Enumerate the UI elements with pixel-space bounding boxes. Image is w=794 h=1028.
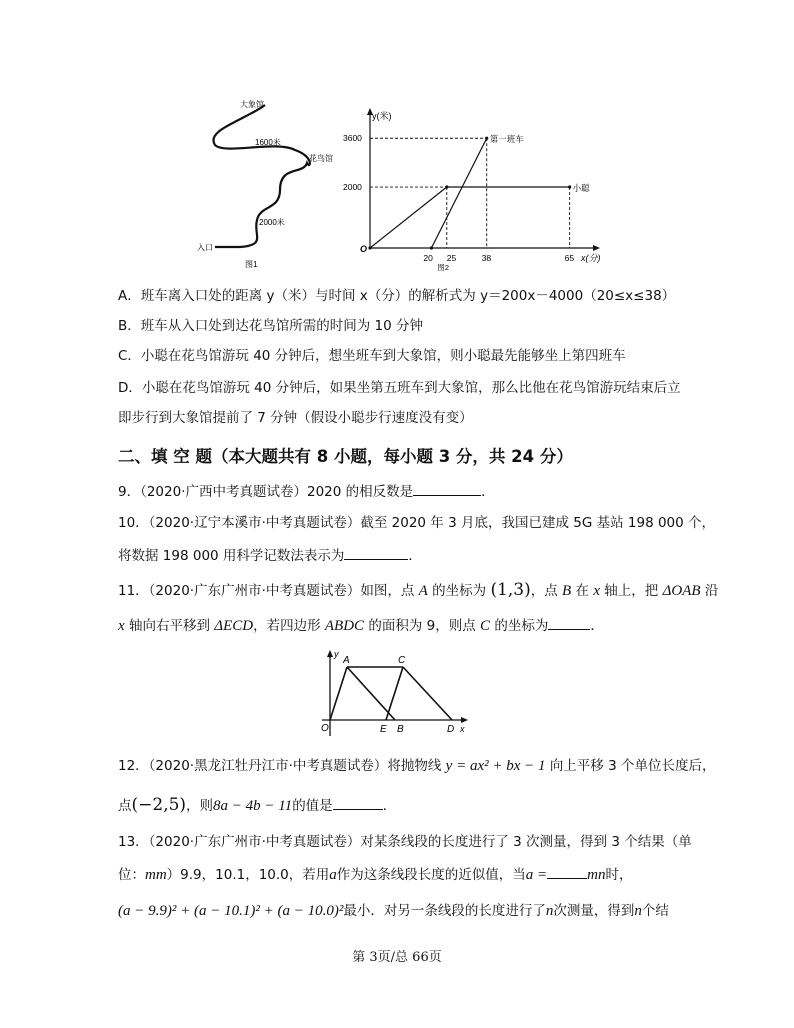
- walker-point: [368, 246, 371, 249]
- question-9: [118, 481, 495, 502]
- q11-text-c: ，点: [530, 583, 558, 599]
- walker-point: [445, 185, 448, 188]
- bus-point: [485, 137, 488, 140]
- label-a: A: [343, 655, 350, 666]
- label-flower-hall: 花鸟馆: [309, 154, 333, 163]
- q11-text-j: 的坐标为: [494, 618, 549, 634]
- option-c: C．小聪在花鸟馆游玩 40 分钟后，想坐班车到大象馆，则小聪最先能够坐上第四班车: [118, 348, 626, 364]
- q11-text-f: 沿: [704, 583, 719, 599]
- q11-x-axis-2: x: [118, 618, 125, 634]
- label-b: B: [397, 724, 404, 735]
- label-e: E: [380, 724, 387, 735]
- q13-text-h: 个结: [641, 903, 669, 919]
- q13-unit: mm: [145, 867, 167, 883]
- question-13-line-3: [118, 901, 669, 921]
- section-heading: 二、填 空 题（本大题共有 8 小题，每小题 3 分，共 24 分）: [118, 447, 573, 466]
- q13-blank: [547, 864, 587, 879]
- q12-blank: [333, 795, 383, 810]
- q11-text-a: 11．（2020·广东广州市·中考真题试卷）如图，点: [118, 583, 415, 599]
- y-tick-label: 2000: [343, 182, 362, 193]
- q10-end: ．: [408, 548, 422, 564]
- option-d-line-2: 即步行到大象馆提前了 7 分钟（假设小聪步行速度没有变）: [118, 410, 473, 426]
- walker-point: [568, 185, 571, 188]
- question-13-line-1: 13．（2020·广东广州市·中考真题试卷）对某条线段的长度进行了 3 次测量，得到 3 个结果（单: [118, 834, 692, 850]
- q12-text-e: 的值是: [292, 798, 333, 814]
- q11-x-axis: x: [593, 583, 600, 599]
- label-c: C: [398, 655, 406, 666]
- q9-end: ．: [481, 484, 495, 500]
- x-axis-arrow: [593, 245, 600, 251]
- label-x: x: [460, 724, 465, 734]
- q13-a-equals: a =: [525, 867, 548, 883]
- q10-text: 将数据 198 000 用科学记数法表示为: [118, 548, 345, 564]
- q12-expression: 8a − 4b − 11: [213, 798, 293, 814]
- q11-quad-abdc: ABDC: [324, 618, 365, 634]
- q12-parabola: y = ax² + bx − 1: [445, 758, 546, 774]
- q10-blank: [344, 545, 408, 560]
- label-o: O: [321, 723, 329, 734]
- q11-end: ．: [590, 618, 604, 634]
- q11-point-b: B: [562, 583, 572, 599]
- q11-coord: (1,3): [490, 580, 531, 600]
- question-10-line-1: 10．（2020·辽宁本溪市·中考真题试卷）截至 2020 年 3 月底，我国已建成 5G 基站 198 000 个，: [118, 515, 716, 531]
- q13-text-a: 位：: [118, 867, 145, 883]
- q12-text-a: 12．（2020·黑龙江牡丹江市·中考真题试卷）将抛物线: [118, 758, 442, 774]
- q12-text-d: ，则: [186, 798, 214, 814]
- segment-ce: [386, 667, 403, 720]
- q13-text-b: ）9.9，10.1，10.0，若用: [166, 867, 330, 883]
- label-d: D: [447, 724, 455, 735]
- y-axis-label: y(米): [372, 111, 392, 121]
- q9-blank: [413, 481, 481, 496]
- q11-point-a: A: [418, 583, 428, 599]
- x-tick-label: 65: [564, 253, 575, 263]
- q9-text: 9．（2020·广西中考真题试卷）2020 的相反数是: [118, 484, 414, 500]
- q11-blank: [548, 615, 590, 630]
- walker-line: [370, 187, 570, 248]
- q12-end: ．: [382, 798, 397, 814]
- q12-text-c: 点: [118, 798, 132, 814]
- q11-text-h: ，若四边形: [253, 618, 321, 634]
- question-12-line-2: [118, 795, 396, 816]
- q13-text-g: 次测量，得到: [553, 903, 635, 919]
- q11-text-g: 轴向右平移到: [128, 618, 210, 634]
- x-tick-label: 38: [481, 253, 492, 263]
- q11-text-b: 的坐标为: [432, 583, 487, 599]
- q11-triangle-oab: ΔOAB: [662, 583, 701, 599]
- question-11-line-1: [118, 580, 718, 601]
- q13-unit-2: mn: [587, 867, 606, 883]
- q13-text-e: 时，: [605, 867, 633, 883]
- x-tick-label: 25: [446, 253, 457, 263]
- option-b: B．班车从入口处到达花鸟馆所需的时间为 10 分钟: [118, 318, 424, 334]
- y-tick-label: 3600: [343, 133, 362, 144]
- q12-point: (−2,5): [131, 795, 187, 815]
- q11-text-d: 在: [575, 583, 590, 599]
- x-tick-label: 20: [423, 253, 433, 263]
- q12-text-b: 向上平移 3 个单位长度后，: [549, 758, 716, 774]
- q13-text-f: 最小．对另一条线段的长度进行了: [343, 903, 546, 919]
- q13-sum-expression: (a − 9.9)² + (a − 10.1)² + (a − 10.0)²: [118, 903, 344, 919]
- figure-1-route-map: [185, 95, 335, 275]
- option-a: A．班车离入口处的距离 y（米）与时间 x（分）的解析式为 y＝200x－4000（20≤x≤38）: [118, 288, 676, 304]
- question-10-line-2: [118, 545, 422, 566]
- question-11-line-2: [118, 615, 604, 636]
- x-axis-arrow: [461, 717, 468, 723]
- q13-var-n: n: [545, 903, 554, 919]
- q11-text-e: 轴上，把: [604, 583, 659, 599]
- bus-point: [430, 246, 433, 249]
- label-y: y: [334, 649, 339, 659]
- question-13-line-2: [118, 864, 632, 885]
- q11-triangle-ecd: ΔECD: [214, 618, 254, 634]
- bus-series-label: 第一班车: [489, 134, 524, 145]
- page-footer: 第 3页/总 66页: [352, 950, 442, 965]
- q13-var-n-2: n: [634, 903, 642, 919]
- figure-2-caption: 图2: [437, 263, 450, 272]
- option-d-line-1: D．小聪在花鸟馆游玩 40 分钟后，如果坐第五班车到大象馆，那么比他在花鸟馆游玩结束后立: [118, 380, 681, 396]
- figure-3-translation-diagram: [316, 648, 476, 740]
- q11-point-c: C: [480, 618, 491, 634]
- origin-label: O: [360, 244, 368, 254]
- segment-cd: [403, 667, 452, 720]
- y-axis-arrow: [327, 650, 333, 657]
- label-entry: 入口: [197, 243, 213, 252]
- segment-oa: [330, 667, 347, 720]
- label-seg-2000: 2000米: [259, 218, 285, 227]
- figure-2-chart: [340, 108, 600, 278]
- q11-text-i: 的面积为 9，则点: [368, 618, 476, 634]
- question-12-line-1: [118, 756, 715, 776]
- x-axis-label: x(分): [581, 253, 600, 263]
- label-elephant-hall: 大象馆: [240, 100, 264, 109]
- walker-series-label: 小聪: [572, 183, 590, 194]
- label-seg-1600: 1600米: [255, 138, 281, 147]
- figure-1-caption: 图1: [245, 260, 258, 269]
- q13-var-a: a: [329, 867, 337, 883]
- q13-text-c: 作为这条线段长度的近似值，当: [336, 867, 526, 883]
